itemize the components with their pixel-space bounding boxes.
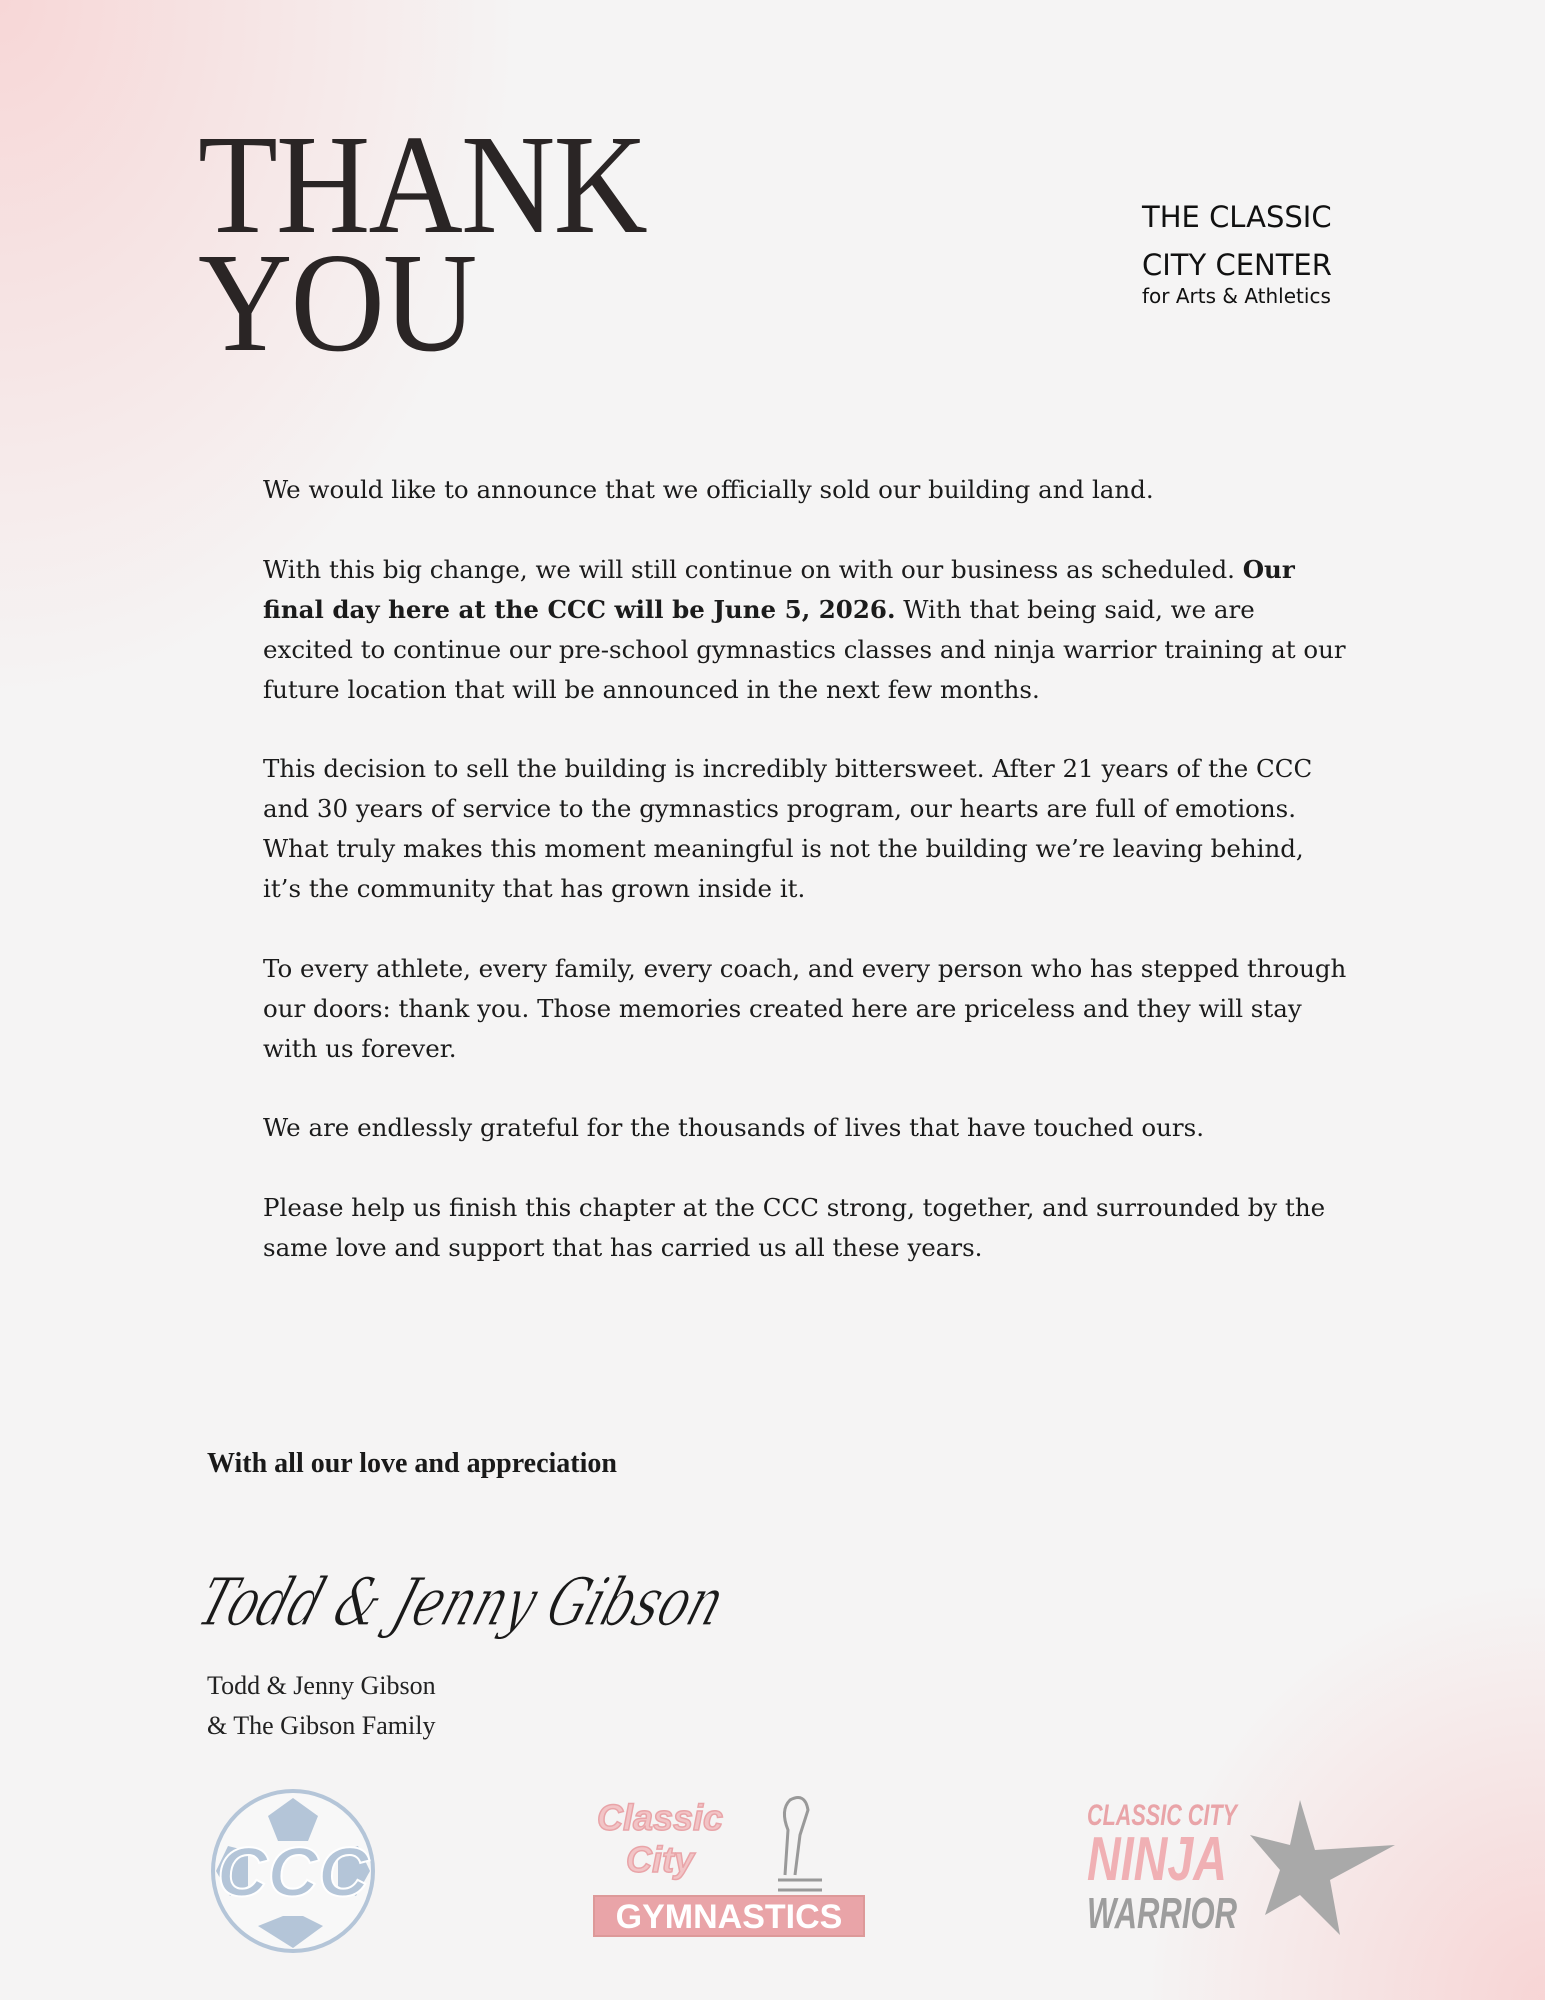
classic-city-gymnastics-logo <box>590 1790 870 1940</box>
signature-text: Todd & Jenny Gibson <box>189 1563 919 1641</box>
ccc-soccer-logo <box>208 1786 378 1956</box>
signers <box>207 1666 436 1746</box>
paragraph <box>263 550 1348 710</box>
ninja-logo-line1: CLASSIC CITY <box>1087 1799 1240 1832</box>
ninja-logo-line2: NINJA <box>1087 1825 1227 1894</box>
gymnast-icon <box>784 1798 808 1875</box>
handwritten-signature <box>189 1530 919 1670</box>
org-tagline: for Arts & Athletics <box>1142 284 1331 308</box>
paragraph: Please help us finish this chapter at the CCC strong, together, and surrounded by the same love and support that has carried us all these years. <box>263 1192 1326 1262</box>
ninja-star-icon <box>1250 1800 1395 1935</box>
final-day-emphasis: Our final day here at the CCC will be June 5, 2026. <box>263 554 1295 624</box>
paragraph: To every athlete, every family, every coach, and every person who has stepped through our doors: thank you. Those memories created here are priceless and they will stay with us forever. <box>263 953 1347 1063</box>
gym-logo-line1: Classic <box>596 1797 724 1838</box>
signer-names: Todd & Jenny Gibson <box>207 1671 436 1700</box>
org-name-line-1: THE CLASSIC <box>1142 200 1332 234</box>
text: With that being said, we are excited to continue our pre-school gymnastics classes and ninja warrior training at our future location that will be announced in the next few months. <box>263 594 1346 704</box>
organization-header <box>1142 193 1332 307</box>
ninja-logo-line3: WARRIOR <box>1087 1889 1238 1938</box>
title-line-2: YOU <box>198 223 476 381</box>
paragraph: We would like to announce that we officially sold our building and land. <box>263 475 1154 504</box>
ninja-warrior-logo <box>1085 1795 1405 1945</box>
gym-logo-line2: City <box>625 1839 695 1880</box>
signer-family: & The Gibson Family <box>207 1711 436 1740</box>
ccc-logo-text: CCC <box>217 1833 369 1911</box>
paragraph: We are endlessly grateful for the thousands of lives that have touched ours. <box>263 1113 1204 1142</box>
title-line-1: THANK <box>198 105 646 263</box>
paragraph: This decision to sell the building is incredibly bittersweet. After 21 years of the CCC and 30 years of service to the gymnastics program, our hearts are full of emotions. What truly makes this moment meaningful is not the building we’re leaving behind, it’s the community that has grown inside it. <box>263 754 1313 903</box>
text: With this big change, we will still continue on with our business as scheduled. <box>263 554 1243 584</box>
gym-logo-banner: GYMNASTICS <box>615 1898 843 1936</box>
letter-body <box>263 470 1348 1307</box>
org-name-line-2: CITY CENTER <box>1142 248 1332 282</box>
closing-line: With all our love and appreciation <box>207 1448 617 1479</box>
page-title <box>198 105 646 381</box>
